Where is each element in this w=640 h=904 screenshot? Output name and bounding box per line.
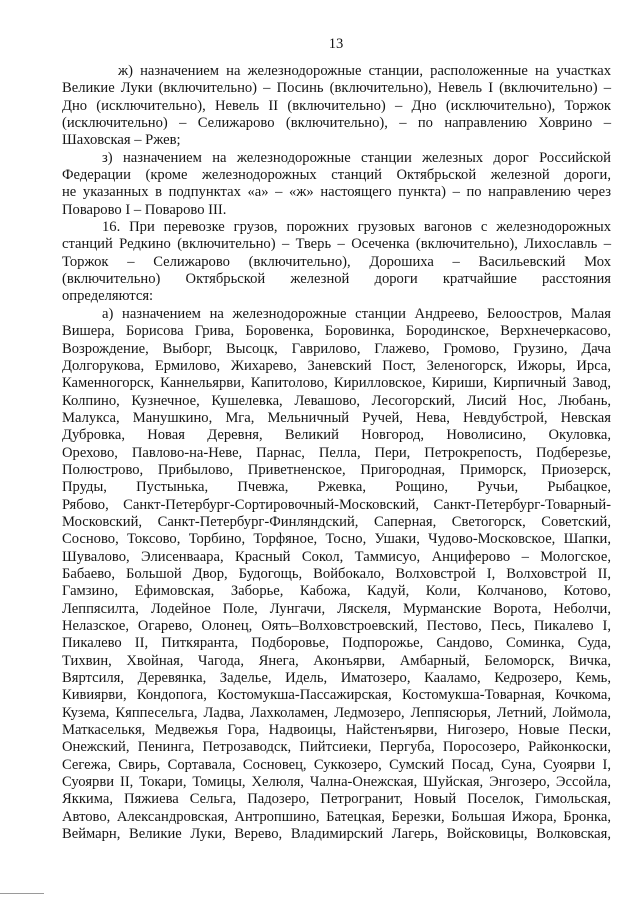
text-line: Поварово I – Поварово III.: [62, 201, 227, 218]
text-line: Кузема, Кяппесельга, Ладва, Лахколамен, Ледмозеро, Леппясюрья, Летний, Лоймола,: [62, 704, 611, 721]
text-line: Рябово, Санкт-Петербург-Сортировочный-Московский, Санкт-Петербург-Товарный-: [62, 496, 611, 513]
text-line: Московский, Санкт-Петербург-Финляндский, Саперная, Светогорск, Советский,: [62, 513, 611, 530]
paragraph-16: [62, 219, 611, 306]
text-line: Торжок – Селижарово (включительно), Дорошиха – Васильевский Мох: [62, 253, 611, 270]
text-line: Федерации (кроме железнодорожных станций Октябрьской железной дороги,: [62, 167, 611, 184]
paragraph-a: [62, 306, 611, 844]
paragraph-zh: [62, 63, 611, 150]
text-line: Сосново, Токсово, Торбино, Торфяное, Тосно, Ушаки, Чудово-Московское, Шапки,: [62, 531, 611, 548]
text-line: з) назначением на железнодорожные станции железных дорог Российской: [102, 149, 611, 166]
text-line: ж) назначением на железнодорожные станции, расположенные на участках: [118, 63, 611, 79]
text-line: Суоярви II, Токари, Томицы, Хелюля, Чална-Онежская, Шуйская, Энгозеро, Эссойла,: [62, 774, 611, 791]
text-line: Кивиярви, Кондопога, Костомукша-Пассажирская, Костомукша-Товарная, Кочкома,: [62, 687, 611, 704]
text-line: Долгорукова, Ермилово, Жихарево, Заневский Пост, Зеленогорск, Ижоры, Ирса,: [62, 357, 611, 374]
text-line: (включительно) Октябрьской железной дороги кратчайшие расстояния: [62, 271, 611, 288]
text-line: Малукса, Манушкино, Мга, Мельничный Ручей, Нева, Невдубстрой, Невская: [62, 409, 611, 426]
text-line: Гамзино, Ефимовская, Заборье, Кабожа, Кадуй, Коли, Колчаново, Котово,: [62, 583, 611, 600]
text-line: Маткаселькя, Медвежья Гора, Надвоицы, Найстенъярви, Нигозеро, Новые Пески,: [62, 722, 611, 739]
text-line: Веймарн, Великие Луки, Верево, Владимирский Лагерь, Войсковицы, Волковская,: [62, 826, 611, 843]
text-line: Каменногорск, Каннельярви, Капитолово, Кирилловское, Кириши, Кирпичный Завод,: [62, 375, 611, 392]
text-line: Вишера, Борисова Грива, Боровенка, Боровинка, Бородинское, Верхнечеркасово,: [62, 323, 611, 340]
document-body: [62, 63, 611, 843]
text-line: Пруды, Пустынька, Пчевжа, Ржевка, Рощино, Ручьи, Рыбацкое,: [62, 479, 611, 496]
text-line: Орехово, Павлово-на-Неве, Парнас, Пелла, Пери, Петрокрепость, Подберезье,: [62, 444, 611, 461]
footnote-rule: [0, 893, 44, 894]
text-line: (исключительно) – Селижарово (включительно), – по направлению Ховрино –: [62, 115, 611, 132]
text-line: Леппясилта, Лодейное Поле, Лунгачи, Ляскеля, Мурманские Ворота, Неболчи,: [62, 600, 611, 617]
text-line: Колпино, Кузнечное, Кушелевка, Левашово, Лесогорский, Лисий Нос, Любань,: [62, 392, 611, 409]
text-line: Пикалево II, Питкяранта, Подборовье, Подпорожье, Сандово, Соминка, Суда,: [62, 635, 611, 652]
page-number: 13: [328, 36, 344, 52]
text-line: Яккима, Пяжиева Сельга, Падозеро, Петрогранит, Новый Поселок, Гимольская,: [62, 791, 611, 808]
text-line: 16. При перевозке грузов, порожних грузовых вагонов с железнодорожных: [102, 219, 611, 236]
text-line: Онежский, Пенинга, Петрозаводск, Пийтсиеки, Пергуба, Поросозеро, Райконкоски,: [62, 739, 611, 756]
text-line: Бабаево, Большой Двор, Будогощь, Войбокало, Волховстрой I, Волховстрой II,: [62, 565, 611, 582]
paragraph-z: [62, 150, 611, 219]
text-line: Дубровка, Новая Деревня, Великий Новгород, Новолисино, Окуловка,: [62, 427, 611, 444]
text-line: определяются:: [62, 288, 154, 305]
text-line: не указанных в подпунктах «а» – «ж» настоящего пункта) – по направлению через: [62, 184, 611, 201]
text-line: Дно (исключительно), Невель II (включительно) – Дно (исключительно), Торжок: [62, 97, 611, 114]
text-line: Шаховская – Ржев;: [62, 132, 181, 149]
text-line: Вяртсиля, Деревянка, Заделье, Идель, Иматозеро, Кааламо, Кедрозеро, Кемь,: [62, 670, 611, 687]
text-line: а) назначением на железнодорожные станции Андреево, Белоостров, Малая: [102, 305, 611, 322]
text-line: Полюстрово, Прибылово, Приветненское, Пригородная, Приморск, Приозерск,: [62, 461, 611, 478]
text-line: Великие Луки (включительно) – Посинь (включительно), Невель I (включительно) –: [62, 80, 611, 97]
text-line: Возрождение, Выборг, Высоцк, Гаврилово, Глажево, Громово, Грузино, Дача: [62, 340, 611, 357]
text-line: Сегежа, Свирь, Сортавала, Сосновец, Суккозеро, Сумский Посад, Суна, Суоярви I,: [62, 756, 611, 773]
text-line: Нелазское, Огарево, Олонец, Оять–Волховстроевский, Пестово, Песь, Пикалево I,: [62, 618, 611, 634]
text-line: Автово, Александровская, Антропшино, Батецкая, Березки, Большая Ижора, Бронка,: [62, 808, 611, 825]
text-line: Тихвин, Хвойная, Чагода, Янега, Аконъярви, Амбарный, Беломорск, Вичка,: [62, 652, 611, 669]
text-line: Шувалово, Элисенваара, Красный Сокол, Таммисуо, Анциферово – Мологское,: [62, 548, 611, 565]
text-line: станций Редкино (включительно) – Тверь – Осеченка (включительно), Лихославль –: [62, 236, 611, 253]
